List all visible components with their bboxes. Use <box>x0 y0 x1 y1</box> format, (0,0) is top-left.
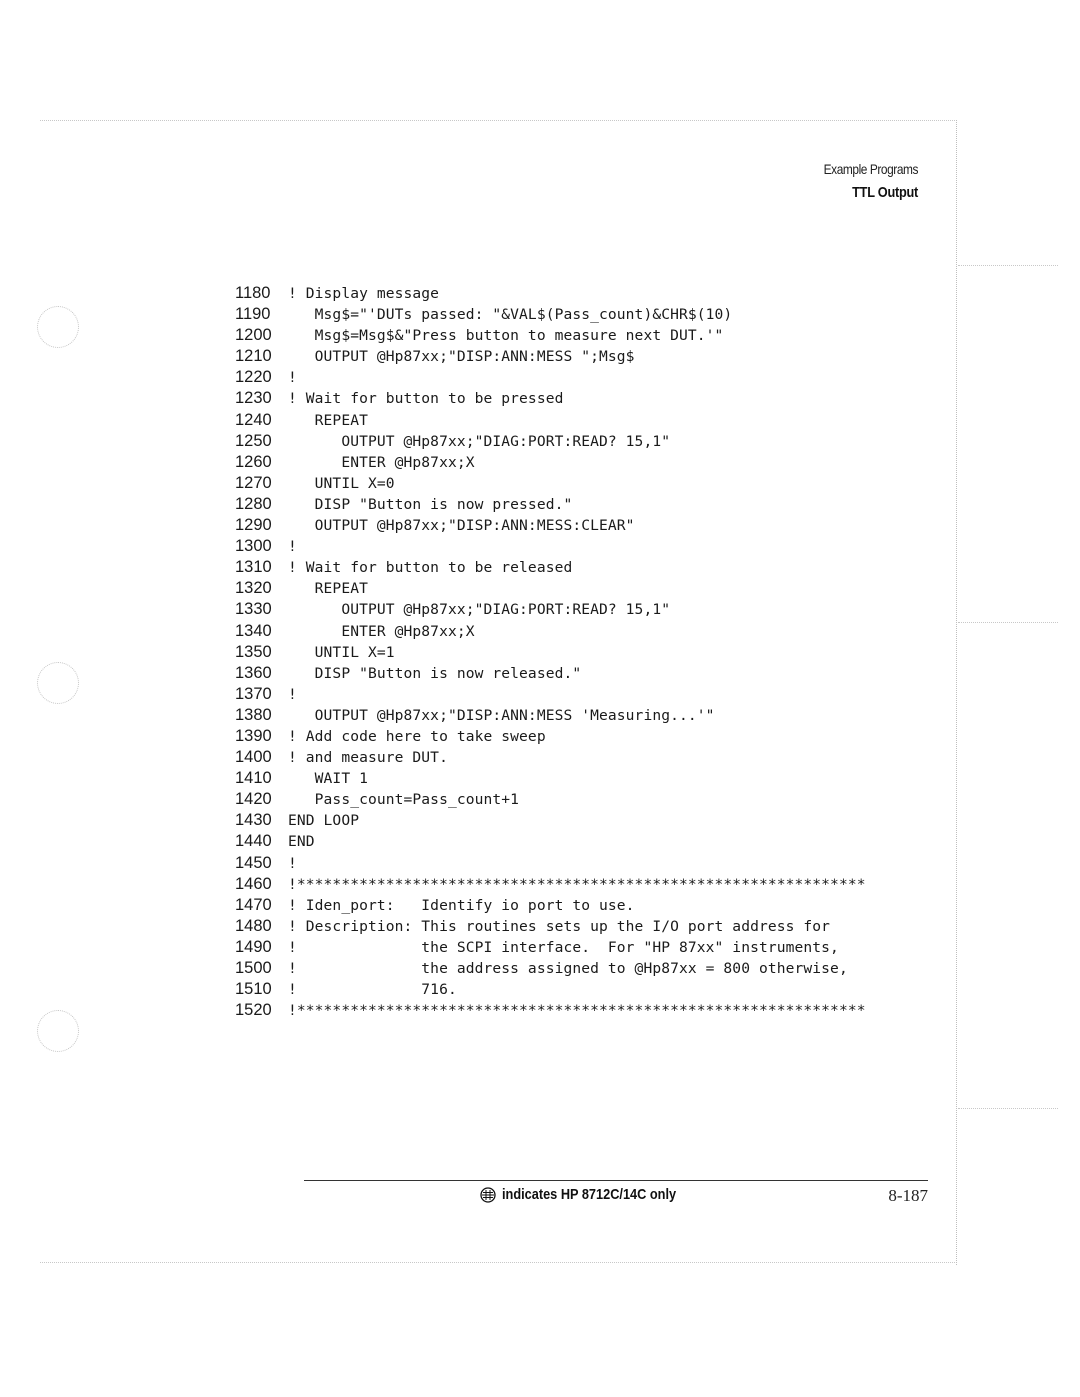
code-line <box>235 388 935 409</box>
line-code: END <box>288 833 315 851</box>
line-code: ! Description: This routines sets up the I/O port address for <box>288 917 831 935</box>
code-line <box>235 325 935 346</box>
code-line <box>235 621 935 642</box>
line-number: 1380 <box>235 705 272 724</box>
line-code: ! the SCPI interface. For "HP 87xx" instruments, <box>288 938 839 956</box>
line-number: 1340 <box>235 621 272 640</box>
line-number: 1260 <box>235 452 272 471</box>
line-code: UNTIL X=1 <box>288 643 395 661</box>
line-number: 1470 <box>235 895 272 914</box>
line-number: 1520 <box>235 1001 272 1020</box>
code-line <box>235 895 935 916</box>
line-number: 1430 <box>235 811 272 830</box>
line-code: ! Wait for button to be released <box>288 559 573 577</box>
code-line <box>235 410 935 431</box>
line-code: !**************************************************************** <box>288 875 866 893</box>
page-number: 8-187 <box>888 1186 928 1205</box>
code-line <box>235 473 935 494</box>
line-number: 1460 <box>235 874 272 893</box>
line-code: OUTPUT @Hp87xx;"DISP:ANN:MESS ";Msg$ <box>288 348 635 366</box>
line-code: OUTPUT @Hp87xx;"DISP:ANN:MESS 'Measuring...'" <box>288 706 715 724</box>
line-number: 1300 <box>235 537 272 556</box>
line-code: UNTIL X=0 <box>288 474 395 492</box>
line-code: REPEAT <box>288 580 368 598</box>
code-line <box>235 642 935 663</box>
code-line <box>235 874 935 895</box>
line-code: DISP "Button is now pressed." <box>288 495 573 513</box>
scan-border-right <box>956 120 957 1265</box>
header-topic-title: TTL Output <box>852 184 918 201</box>
code-line <box>235 684 935 705</box>
line-code: ENTER @Hp87xx;X <box>288 622 475 640</box>
line-code: ! Wait for button to be pressed <box>288 390 564 408</box>
line-number: 1500 <box>235 959 272 977</box>
line-number: 1200 <box>235 326 272 345</box>
punch-hole <box>37 306 79 348</box>
line-code: ! Display message <box>288 285 440 302</box>
line-code: ! the address assigned to @Hp87xx = 800 otherwise, <box>288 960 848 977</box>
line-number: 1400 <box>235 748 272 767</box>
code-line <box>235 768 935 789</box>
code-line <box>235 346 935 367</box>
code-line <box>235 304 935 325</box>
line-code: END LOOP <box>288 812 360 830</box>
scan-tick-mark <box>958 265 1058 266</box>
footer-note <box>480 1186 707 1203</box>
line-number: 1390 <box>235 726 272 745</box>
code-line <box>235 663 935 684</box>
program-listing <box>235 283 935 1021</box>
code-line <box>235 283 935 304</box>
footer-rule <box>304 1180 928 1181</box>
line-number: 1320 <box>235 579 272 598</box>
line-number: 1180 <box>235 284 271 302</box>
line-number: 1440 <box>235 832 272 851</box>
code-line <box>235 367 935 388</box>
line-number: 1350 <box>235 642 272 661</box>
code-line <box>235 431 935 452</box>
line-number: 1240 <box>235 410 272 429</box>
line-number: 1220 <box>235 368 272 387</box>
punch-hole <box>37 1010 79 1052</box>
code-line <box>235 536 935 557</box>
line-code: !**************************************************************** <box>288 1002 866 1020</box>
line-code: REPEAT <box>288 411 368 429</box>
code-line <box>235 853 935 874</box>
line-number: 1490 <box>235 937 272 956</box>
line-number: 1450 <box>235 853 272 872</box>
code-line <box>235 979 935 1000</box>
code-line <box>235 599 935 620</box>
line-code: Msg$="'DUTs passed: "&VAL$(Pass_count)&CHR$(10) <box>288 306 733 324</box>
line-number: 1510 <box>235 980 272 999</box>
line-code: Pass_count=Pass_count+1 <box>288 791 520 809</box>
line-number: 1210 <box>235 347 272 366</box>
scan-tick-mark <box>958 1108 1058 1109</box>
line-code: ENTER @Hp87xx;X <box>288 453 475 471</box>
running-header <box>807 159 918 205</box>
line-code: OUTPUT @Hp87xx;"DIAG:PORT:READ? 15,1" <box>288 432 671 450</box>
code-line <box>235 515 935 536</box>
code-line <box>235 789 935 810</box>
line-number: 1410 <box>235 769 272 788</box>
header-section-title: Example Programs <box>823 161 918 177</box>
code-line <box>235 452 935 473</box>
code-line <box>235 705 935 726</box>
line-code: ! and measure DUT. <box>288 749 448 767</box>
line-number: 1270 <box>235 473 272 492</box>
line-number: 1250 <box>235 431 272 450</box>
line-number: 1360 <box>235 663 272 682</box>
line-code: ! Add code here to take sweep <box>288 727 546 745</box>
line-code: WAIT 1 <box>288 770 368 788</box>
code-line <box>235 810 935 831</box>
line-number: 1280 <box>235 494 272 513</box>
line-code: OUTPUT @Hp87xx;"DIAG:PORT:READ? 15,1" <box>288 601 671 619</box>
code-line <box>235 726 935 747</box>
line-number: 1370 <box>235 684 272 703</box>
scan-border-bottom <box>40 1262 955 1263</box>
code-line <box>235 958 935 979</box>
line-code: DISP "Button is now released." <box>288 664 582 682</box>
code-line <box>235 747 935 768</box>
line-number: 1290 <box>235 516 272 535</box>
code-line <box>235 557 935 578</box>
scan-border-top <box>40 120 955 121</box>
line-code: ! <box>288 854 297 872</box>
line-number: 1190 <box>235 305 271 324</box>
code-line <box>235 1000 935 1021</box>
line-number: 1330 <box>235 600 272 619</box>
footer-note-text: indicates HP 8712C/14C only <box>502 1186 677 1203</box>
line-number: 1310 <box>235 558 272 577</box>
line-number: 1420 <box>235 790 272 809</box>
scan-tick-mark <box>958 622 1058 623</box>
code-line <box>235 916 935 937</box>
code-line <box>235 831 935 852</box>
code-line <box>235 578 935 599</box>
line-code: ! <box>288 369 297 387</box>
line-code: ! <box>288 685 297 703</box>
line-number: 1230 <box>235 389 272 408</box>
line-code: ! Iden_port: Identify io port to use. <box>288 896 635 914</box>
line-code: OUTPUT @Hp87xx;"DISP:ANN:MESS:CLEAR" <box>288 517 635 535</box>
line-code: ! <box>288 538 297 556</box>
hp-logo-icon <box>480 1187 496 1203</box>
line-number: 1480 <box>235 916 272 935</box>
punch-hole <box>37 662 79 704</box>
line-code: Msg$=Msg$&"Press button to measure next DUT.'" <box>288 327 724 345</box>
code-line <box>235 494 935 515</box>
code-line <box>235 937 935 958</box>
line-code: ! 716. <box>288 981 457 999</box>
